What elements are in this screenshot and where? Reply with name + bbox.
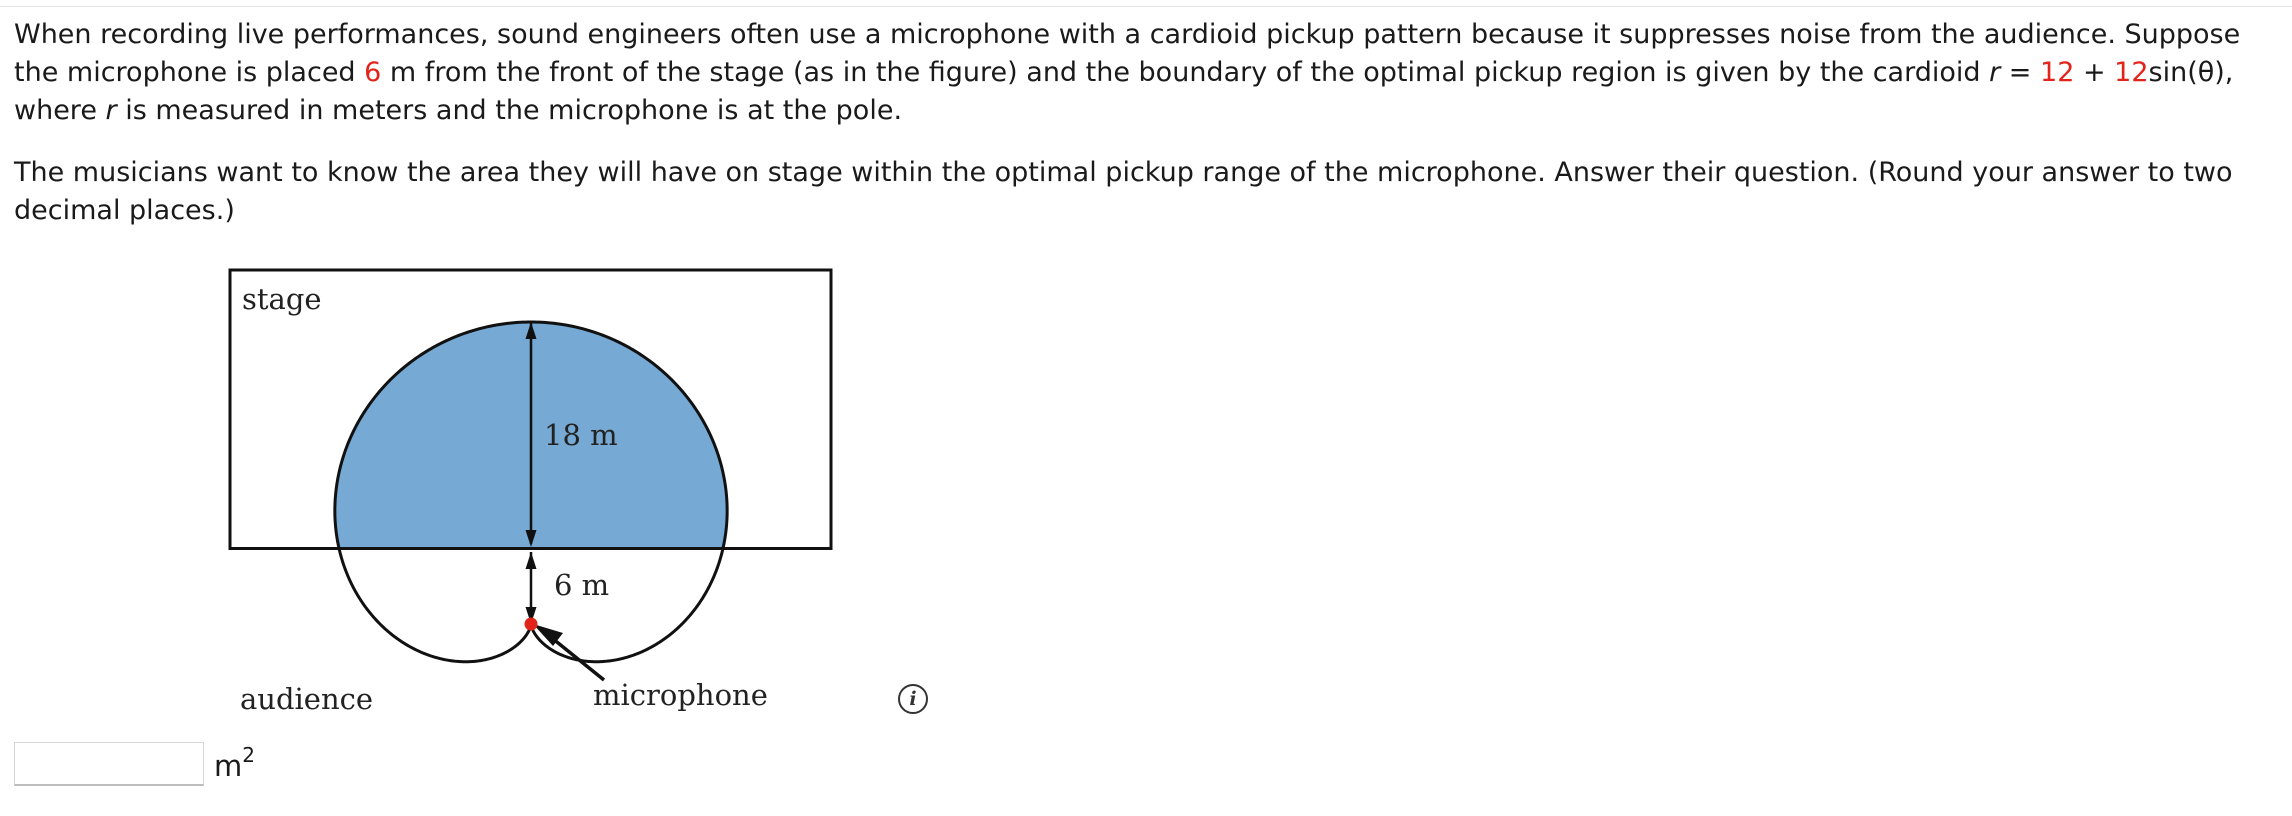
coefficient-a: 12 (2040, 57, 2075, 88)
gap-label: 6 m (554, 568, 610, 602)
cardioid-diagram (220, 260, 940, 730)
info-icon[interactable]: i (898, 684, 928, 714)
question-paragraph-2: The musicians want to know the area they will have on stage within the optimal pickup range of the microphone. Answer their question. (Round your answer to two decimal places.) (14, 157, 2233, 226)
top-divider (0, 0, 2292, 7)
stage-label: stage (242, 282, 322, 316)
answer-unit: $m^2$ (214, 743, 255, 783)
answer-input[interactable] (14, 742, 204, 786)
microphone-label: microphone (593, 678, 768, 712)
question-paragraph-1: When recording live performances, sound engineers often use a microphone with a cardioid pickup pattern because it suppresses noise from the audience. Suppose the microphone is placed 6 m from the front of the stage (as in the figure) and the boundary of the optimal pickup region is given by the cardioid r = 12 + 12sin(θ), where r is measured in meters and the microphone is at the pole. (14, 19, 2241, 126)
microphone-dot (525, 618, 538, 631)
gap-arrow-top (526, 552, 537, 569)
question-text (14, 16, 2276, 254)
cardioid-figure (220, 260, 940, 730)
audience-label: audience (240, 682, 374, 716)
variable-r-2: r (105, 95, 117, 126)
variable-r: r (1989, 57, 2001, 88)
coefficient-b: 12 (2114, 57, 2149, 88)
distance-value: 6 (364, 57, 382, 88)
height-label: 18 m (544, 418, 618, 452)
